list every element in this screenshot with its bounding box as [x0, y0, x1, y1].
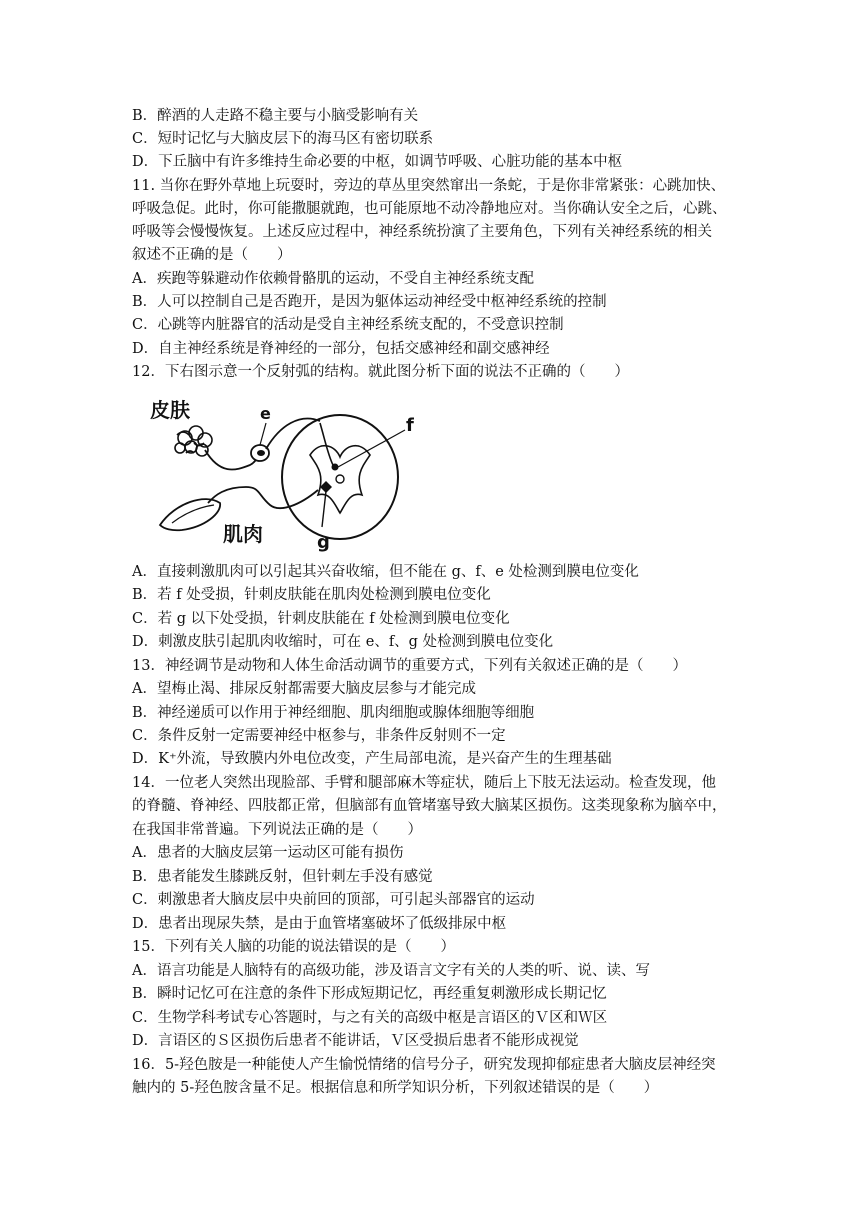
option-a-q11: A．疾跑等躲避动作依赖骨骼肌的运动，不受自主神经系统支配 — [132, 271, 534, 287]
label-f: f — [406, 415, 414, 436]
pointer-g — [322, 491, 326, 527]
question-14-text: 的脊髓、脊神经、四肢都正常，但脑部有血管堵塞导致大脑某区损伤。这类现象称为脑卒中， — [132, 798, 727, 814]
reflex-arc-diagram — [150, 395, 420, 555]
option-c-q14: C．刺激患者大脑皮层中央前回的顶部，可引起头部器官的运动 — [132, 892, 535, 908]
option-a-q12: A．直接刺激肌肉可以引起其兴奋收缩，但不能在 g、f、e 处检测到膜电位变化 — [132, 564, 639, 580]
label-e: e — [260, 404, 271, 423]
option-d-q12: D．刺激皮肤引起肌肉收缩时，可在 e、f、g 处检测到膜电位变化 — [132, 634, 554, 650]
gray-matter — [310, 446, 370, 513]
option-d-q15: D．言语区的Ｓ区损伤后患者不能讲话，Ｖ区受损后患者不能形成视觉 — [132, 1033, 579, 1049]
question-11-text: 呼吸等会慢慢恢复。上述反应过程中，神经系统扮演了主要角色，下列有关神经系统的相关 — [132, 224, 712, 240]
option-a-q13: A．望梅止渴、排尿反射都需要大脑皮层参与才能完成 — [132, 681, 476, 697]
question-12-text: 12．下右图示意一个反射弧的结构。就此图分析下面的说法不正确的（ ） — [132, 364, 629, 380]
option-b-q15: B．瞬时记忆可在注意的条件下形成短期记忆，再经重复刺激形成长期记忆 — [132, 986, 607, 1002]
option-c-q12: C．若 g 以下处受损，针刺皮肤能在 f 处检测到膜电位变化 — [132, 611, 510, 627]
question-11-text: 叙述不正确的是（ ） — [132, 247, 292, 263]
option-c-q11: C．心跳等内脏器官的活动是受自主神经系统支配的，不受意识控制 — [132, 317, 564, 333]
synapse-f — [332, 464, 339, 471]
central-canal — [336, 475, 344, 483]
pointer-f — [338, 430, 405, 467]
question-14-text: 14．一位老人突然出现脸部、手臂和腿部麻木等症状，随后上下肢无法运动。检查发现，他 — [132, 775, 716, 791]
option-d-q14: D．患者出现尿失禁，是由于血管堵塞破坏了低级排尿中枢 — [132, 916, 507, 932]
option-c-q10: C．短时记忆与大脑皮层下的海马区有密切联系 — [132, 131, 434, 147]
option-b-q14: B．患者能发生膝跳反射，但针刺左手没有感觉 — [132, 869, 433, 885]
reflex-arc-figure — [150, 395, 420, 555]
efferent-nerve — [208, 487, 318, 508]
option-b-q13: B．神经递质可以作用于神经细胞、肌肉细胞或腺体细胞等细胞 — [132, 705, 535, 721]
question-16-text: 触内的 5-羟色胺含量不足。根据信息和所学知识分析，下列叙述错误的是（ ） — [132, 1080, 659, 1096]
question-13-text: 13．神经调节是动物和人体生命活动调节的重要方式，下列有关叙述正确的是（ ） — [132, 658, 687, 674]
option-c-q13: C．条件反射一定需要神经中枢参与，非条件反射则不一定 — [132, 728, 506, 744]
question-14-text: 在我国非常普遍。下列说法正确的是（ ） — [132, 822, 422, 838]
option-c-q15: C．生物学科考试专心答题时，与之有关的高级中枢是言语区的Ｖ区和Ｗ区 — [132, 1010, 608, 1026]
label-g: g — [317, 532, 330, 553]
option-b-q11: B．人可以控制自己是否跑开，是因为躯体运动神经受中枢神经系统的控制 — [132, 294, 607, 310]
option-b-q10: B．醉酒的人走路不稳主要与小脑受影响有关 — [132, 108, 419, 124]
option-d-q10: D．下丘脑中有许多维持生命必要的中枢，如调节呼吸、心脏功能的基本中枢 — [132, 154, 623, 170]
option-d-q13: D．K⁺外流，导致膜内外电位改变，产生局部电流，是兴奋产生的生理基础 — [132, 751, 612, 767]
spinal-cord-outline — [282, 415, 398, 539]
question-16-text: 16．5-羟色胺是一种能使人产生愉悦情绪的信号分子，研究发现抑郁症患者大脑皮层神经突 — [132, 1057, 716, 1073]
skin-label: 皮肤 — [150, 398, 190, 422]
muscle-label: 肌肉 — [223, 522, 263, 546]
option-d-q11: D．自主神经系统是脊神经的一部分，包括交感神经和副交感神经 — [132, 341, 550, 357]
muscle-illustration — [160, 499, 220, 530]
option-a-q15: A．语言功能是人脑特有的高级功能，涉及语言文字有关的人类的听、说、读、写 — [132, 963, 650, 979]
option-b-q12: B．若 f 处受损，针刺皮肤能在肌肉处检测到膜电位变化 — [132, 587, 491, 603]
question-15-text: 15．下列有关人脑的功能的说法错误的是（ ） — [132, 939, 455, 955]
pointer-e — [260, 423, 266, 445]
option-a-q14: A．患者的大脑皮层第一运动区可能有损伤 — [132, 845, 404, 861]
question-11-text: 11. 当你在野外草地上玩耍时，旁边的草丛里突然窜出一条蛇，于是你非常紧张：心跳加快、 — [132, 178, 726, 194]
question-11-text: 呼吸急促。此时，你可能撒腿就跑，也可能原地不动冷静地应对。当你确认安全之后，心跳、 — [132, 201, 727, 217]
